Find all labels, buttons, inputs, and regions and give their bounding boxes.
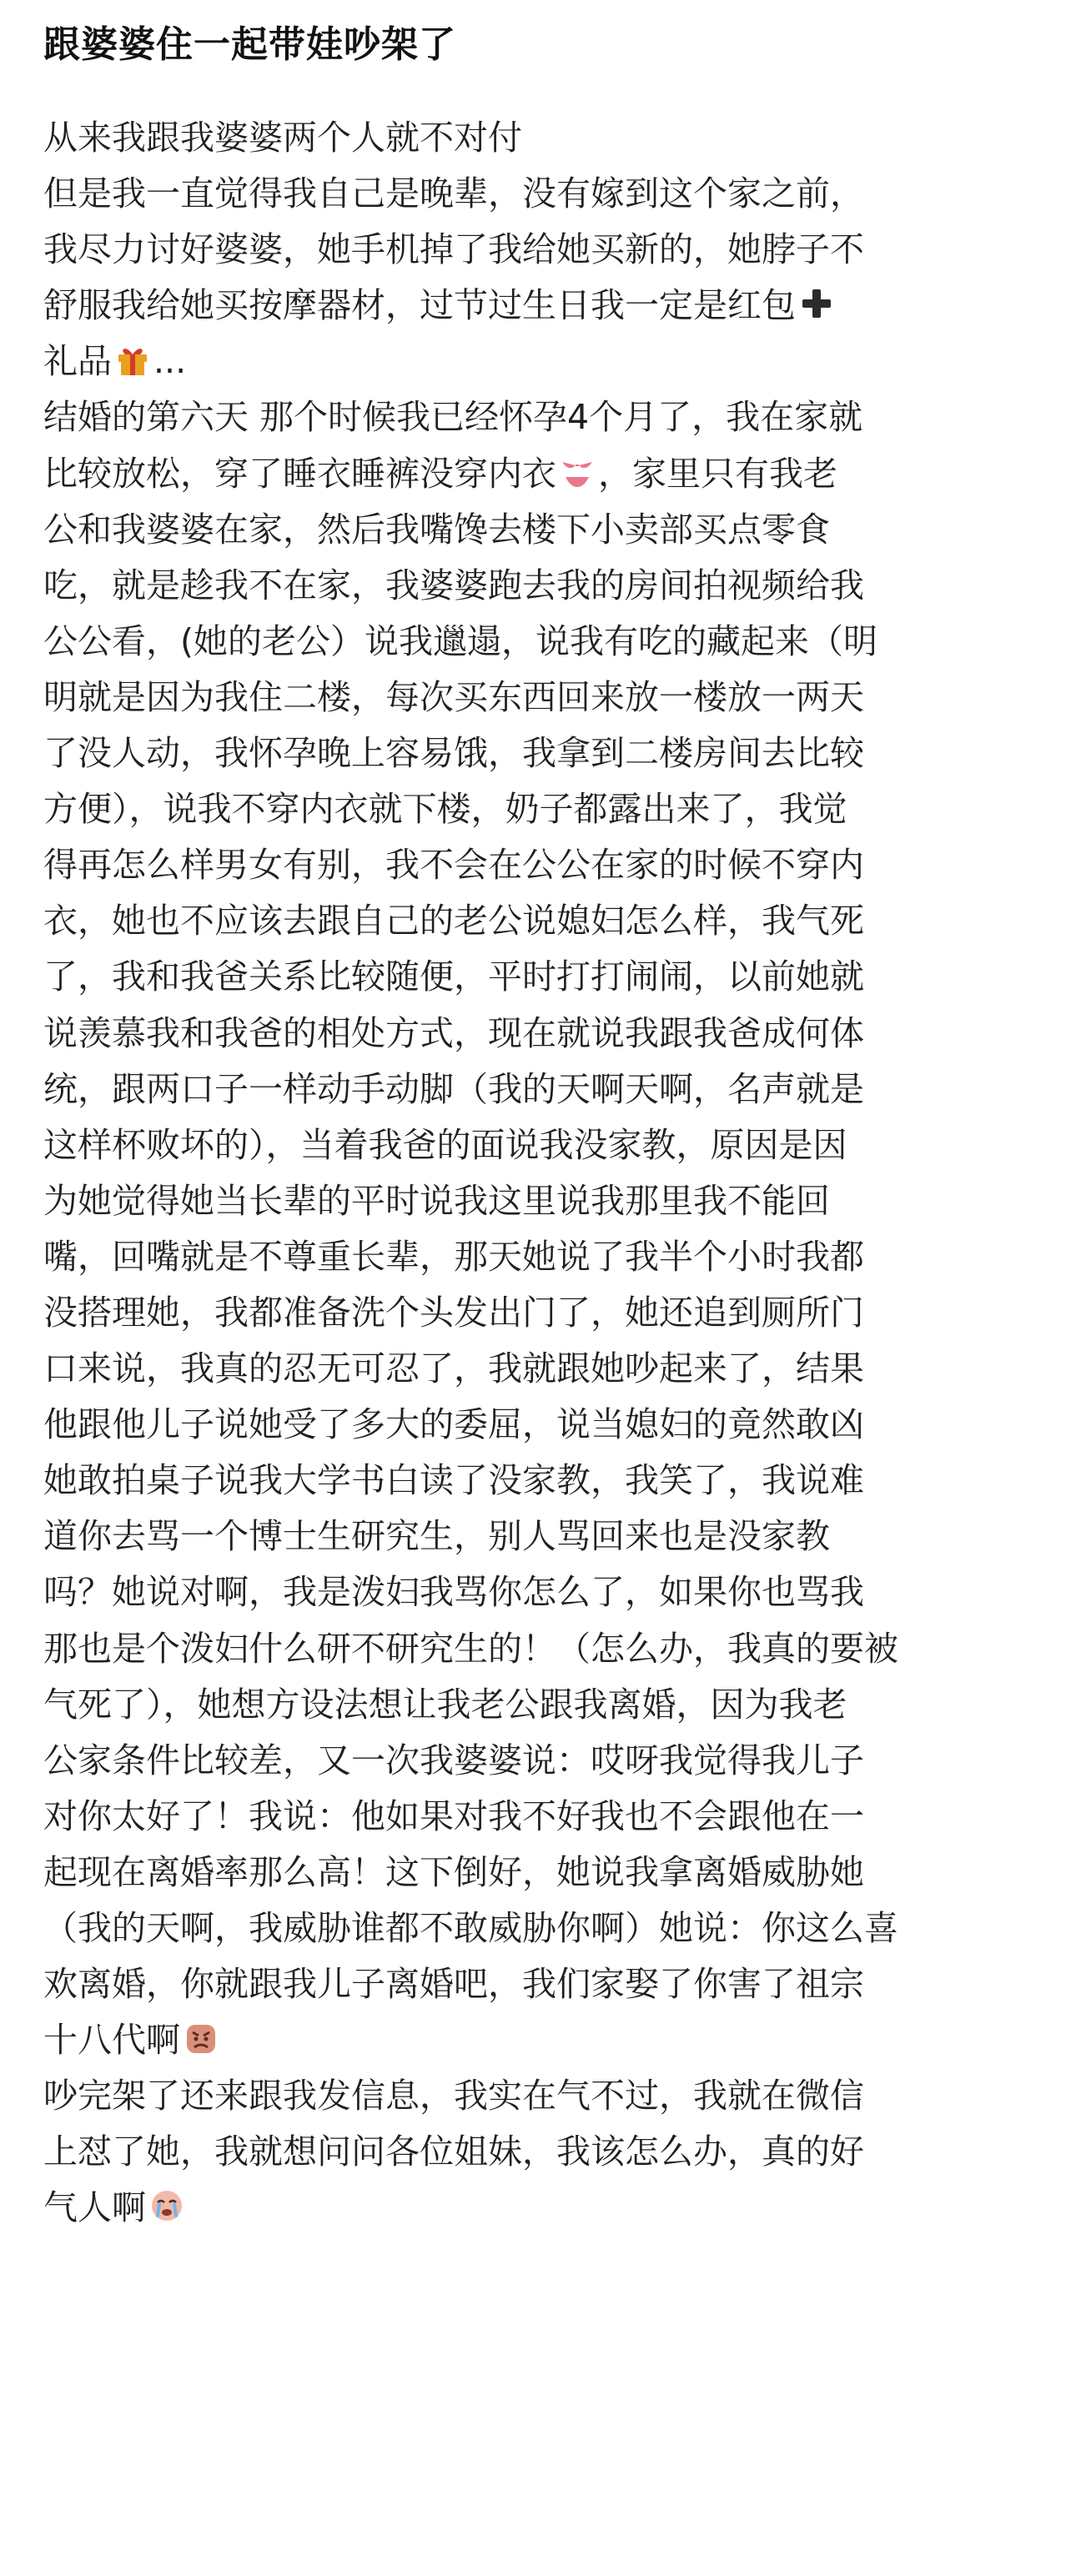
line-text: 公家条件比较差，又一次我婆婆说：哎呀我觉得我儿子 (43, 1740, 864, 1780)
text-line (43, 949, 1044, 1005)
line-text: 结婚的第六天 那个时候我已经怀孕4个月了，我在家就 (43, 397, 863, 438)
text-line (43, 1733, 1044, 1789)
text-line (43, 558, 1044, 614)
text-line (43, 1845, 1044, 1901)
line-text: 气死了），她想方设法想让我老公跟我离婚，因为我老 (43, 1684, 847, 1725)
line-text: 上怼了她，我就想问问各位姐妹，我该怎么办，真的好 (43, 2132, 864, 2172)
line-text: 比较放松，穿了睡衣睡裤没穿内衣 (43, 453, 556, 494)
text-line (43, 1285, 1044, 1341)
crying-face-icon (148, 2187, 185, 2224)
text-line (43, 1341, 1044, 1397)
text-line (43, 670, 1044, 726)
gift-icon (114, 341, 151, 378)
line-text: 礼品 (43, 341, 112, 382)
text-line (43, 2068, 1044, 2124)
line-text: 为她觉得她当长辈的平时说我这里说我那里我不能回 (43, 1180, 830, 1221)
line-text: 公和我婆婆在家，然后我嘴馋去楼下小卖部买点零食 (43, 509, 830, 550)
line-text: 气人啊 (43, 2187, 146, 2228)
text-line (43, 222, 1044, 278)
line-text: 她敢拍桌子说我大学书白读了没家教，我笑了，我说难 (43, 1460, 864, 1501)
text-line (43, 1117, 1044, 1173)
text-line (43, 1062, 1044, 1117)
line-text: 了，我和我爸关系比较随便，平时打打闹闹，以前她就 (43, 957, 864, 997)
text-line (43, 1564, 1044, 1620)
line-text: 公公看，(她的老公）说我邋遢，说我有吃的藏起来（明 (43, 620, 877, 661)
text-line (43, 166, 1044, 222)
angry-face-icon (183, 2020, 219, 2056)
text-line (43, 1621, 1044, 1677)
text-line (43, 2012, 1044, 2068)
line-text: 但是我一直觉得我自己是晚辈，没有嫁到这个家之前， (43, 173, 864, 214)
post-paragraph (43, 2068, 1044, 2236)
text-line (43, 2124, 1044, 2180)
line-text: 我尽力讨好婆婆，她手机掉了我给她买新的，她脖子不 (43, 229, 864, 270)
line-text: 欢离婚，你就跟我儿子离婚吧，我们家娶了你害了祖宗 (43, 1964, 864, 2005)
text-line (43, 278, 1044, 334)
text-line (43, 1509, 1044, 1564)
line-text: 说羡慕我和我爸的相处方式，现在就说我跟我爸成何体 (43, 1012, 864, 1053)
line-text: 舒服我给她买按摩器材，过节过生日我一定是红包 (43, 285, 796, 326)
text-line (43, 1453, 1044, 1509)
line-text: 这样杯败坏的），当着我爸的面说我没家教，原因是因 (43, 1124, 847, 1165)
line-text: 方便），说我不穿内衣就下楼，奶子都露出来了，我觉 (43, 789, 847, 830)
text-line (43, 837, 1044, 893)
line-text: 吃，就是趁我不在家，我婆婆跑去我的房间拍视频给我 (43, 565, 864, 605)
line-text: 十八代啊 (43, 2020, 180, 2061)
post-body (43, 110, 1044, 2237)
line-text: 起现在离婚率那么高！这下倒好，她说我拿离婚威胁她 (43, 1851, 864, 1892)
text-line (43, 726, 1044, 781)
line-text: 吗？她说对啊，我是泼妇我骂你怎么了，如果你也骂我 (43, 1572, 864, 1613)
text-line (43, 1677, 1044, 1733)
line-text: 统，跟两口子一样动手动脚（我的天啊天啊，名声就是 (43, 1068, 864, 1109)
line-text: 口来说，我真的忍无可忍了，我就跟她吵起来了，结果 (43, 1348, 864, 1389)
text-line (43, 1006, 1044, 1062)
text-line (43, 2180, 1044, 2236)
line-text: 明就是因为我住二楼，每次买东西回来放一楼放一两天 (43, 676, 864, 717)
line-text: 衣，她也不应该去跟自己的老公说媳妇怎么样，我气死 (43, 901, 864, 942)
line-text: （我的天啊，我威胁谁都不敢威胁你啊）她说：你这么喜 (43, 1908, 898, 1948)
text-line (43, 446, 1044, 502)
line-text: 吵完架了还来跟我发信息，我实在气不过，我就在微信 (43, 2076, 864, 2117)
plus-icon (798, 285, 835, 322)
line-text-tail: ，家里只有我老 (598, 453, 837, 494)
line-text: 那也是个泼妇什么研不研究生的！（怎么办，我真的要被 (43, 1628, 898, 1669)
text-line (43, 1173, 1044, 1229)
line-text: 了没人动，我怀孕晚上容易饿，我拿到二楼房间去比较 (43, 733, 864, 774)
text-line (43, 1229, 1044, 1285)
line-text: 嘴，回嘴就是不尊重长辈，那天她说了我半个小时我都 (43, 1236, 864, 1277)
bikini-icon (559, 454, 596, 490)
line-text: 道你去骂一个博士生研究生，别人骂回来也是没家教 (43, 1516, 830, 1557)
text-line (43, 614, 1044, 670)
text-line (43, 1397, 1044, 1453)
text-line (43, 781, 1044, 837)
line-text: 从来我跟我婆婆两个人就不对付 (43, 118, 522, 158)
post-title: 跟婆婆住一起带娃吵架了 (43, 23, 456, 66)
text-line (43, 893, 1044, 949)
text-line (43, 389, 1044, 445)
text-line (43, 502, 1044, 558)
text-line (43, 334, 1044, 389)
text-line (43, 110, 1044, 166)
line-text-tail: ... (153, 341, 187, 382)
post-paragraph (43, 389, 1044, 2068)
line-text: 他跟他儿子说她受了多大的委屈，说当媳妇的竟然敢凶 (43, 1404, 864, 1445)
text-line (43, 1789, 1044, 1845)
line-text: 没搭理她，我都准备洗个头发出门了，她还追到厕所门 (43, 1292, 864, 1333)
text-line (43, 1901, 1044, 1956)
line-text: 得再怎么样男女有别，我不会在公公在家的时候不穿内 (43, 845, 864, 886)
line-text: 对你太好了！我说：他如果对我不好我也不会跟他在一 (43, 1795, 864, 1836)
post-paragraph (43, 110, 1044, 389)
text-line (43, 1956, 1044, 2012)
